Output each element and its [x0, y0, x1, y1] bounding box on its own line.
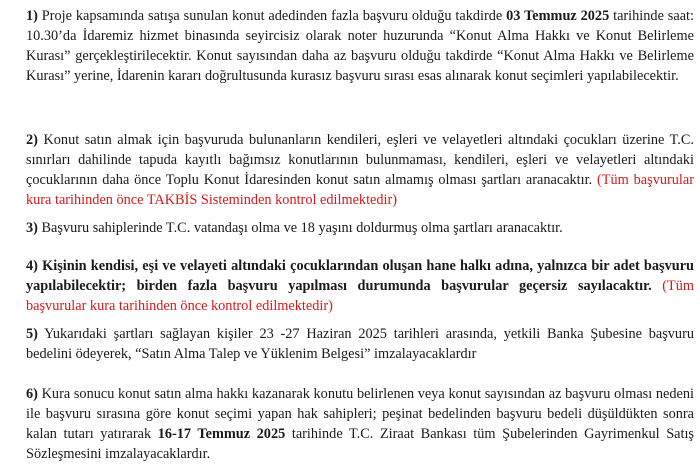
draw-date: 03 Temmuz 2025 [506, 8, 610, 24]
paragraph-1 [26, 6, 694, 86]
paragraph-text: Konut satın almak için başvuruda bulunanların kendileri, eşleri ve velayetleri altındaki çocukları üzerine T.C. sınırları dahilinde tapuda kayıtlı bağımsız konutlarının bulunmaması, kendileri, eşleri ve velayetleri altındaki çocuklarının daha önce Toplu Konut İdaresinden konut satın almamış olması şartları aranacaktır. [26, 132, 694, 188]
paragraph-text: tarihinde T.C. Ziraat Bankası tüm Şubelerinden Gayrimenkul Satış Sözleşmesini imzalayacaklardır. [26, 426, 694, 462]
paragraph-text: Proje kapsamında satışa sunulan konut adedinden fazla başvuru olduğu takdirde [37, 8, 507, 24]
paragraph-text: Başvuru sahiplerinde T.C. vatandaşı olma ve 18 yaşını doldurmuş olma şartları aranacaktır. [37, 220, 563, 236]
paragraph-number: 3) [26, 220, 38, 236]
paragraph-text: Kura sonucu konut satın alma hakkı kazanarak konutu belirlenen veya konut sayısından az başvuru olması nedeni ile başvuru sırasına göre konut seçimi yapan hak sahipleri; peşinat bedelinden başvuru bedeli düşüldükten sonra kalan tutarı yatırarak [26, 386, 694, 442]
contract-date: 16-17 Temmuz 2025 [157, 426, 286, 442]
paragraph-number: 5) [26, 326, 38, 342]
red-note: (Tüm başvurular kura tarihinden önce TAKBİS Sisteminden kontrol edilmektedir) [26, 172, 694, 208]
paragraph-text-bold: Kişinin kendisi, eşi ve velayeti altındaki çocuklarından oluşan hane halkı adına, yalnızca bir adet başvuru yapılabilecektir; birden fazla başvuru yapılması durumunda başvurular geçersiz sayılacaktır. [26, 258, 694, 294]
paragraph-4 [26, 256, 694, 316]
paragraph-3 [26, 218, 563, 238]
paragraph-number: 1) [26, 8, 38, 24]
paragraph-number: 2) [26, 132, 38, 148]
paragraph-5 [26, 324, 694, 364]
paragraph-6 [26, 384, 694, 464]
red-note: (Tüm başvurular kura tarihinden önce kontrol edilmektedir) [26, 278, 694, 314]
paragraph-2 [26, 130, 694, 210]
paragraph-text: Yukarıdaki şartları sağlayan kişiler 23 -27 Haziran 2025 tarihleri arasında, yetkili Banka Şubesine başvuru bedelini ödeyerek, “Satın Alma Talep ve Yüklenim Belgesi” imzalayacaklardır [26, 326, 694, 362]
paragraph-number: 4) [26, 258, 38, 274]
paragraph-number: 6) [26, 386, 38, 402]
paragraph-text: tarihinde saat: 10.30’da İdaremiz hizmet binasında seyircisiz olarak noter huzurunda “Konut Alma Hakkı ve Konut Belirleme Kurası” gerçekleştirilecektir. Konut sayısından daha az başvuru olduğu takdirde “Konut Alma Hakkı ve Belirleme Kurası” yerine, İdarenin kararı doğrultusunda kurasız başvuru sırası esas alınarak konut seçimleri yapılabilecektir. [26, 8, 694, 84]
